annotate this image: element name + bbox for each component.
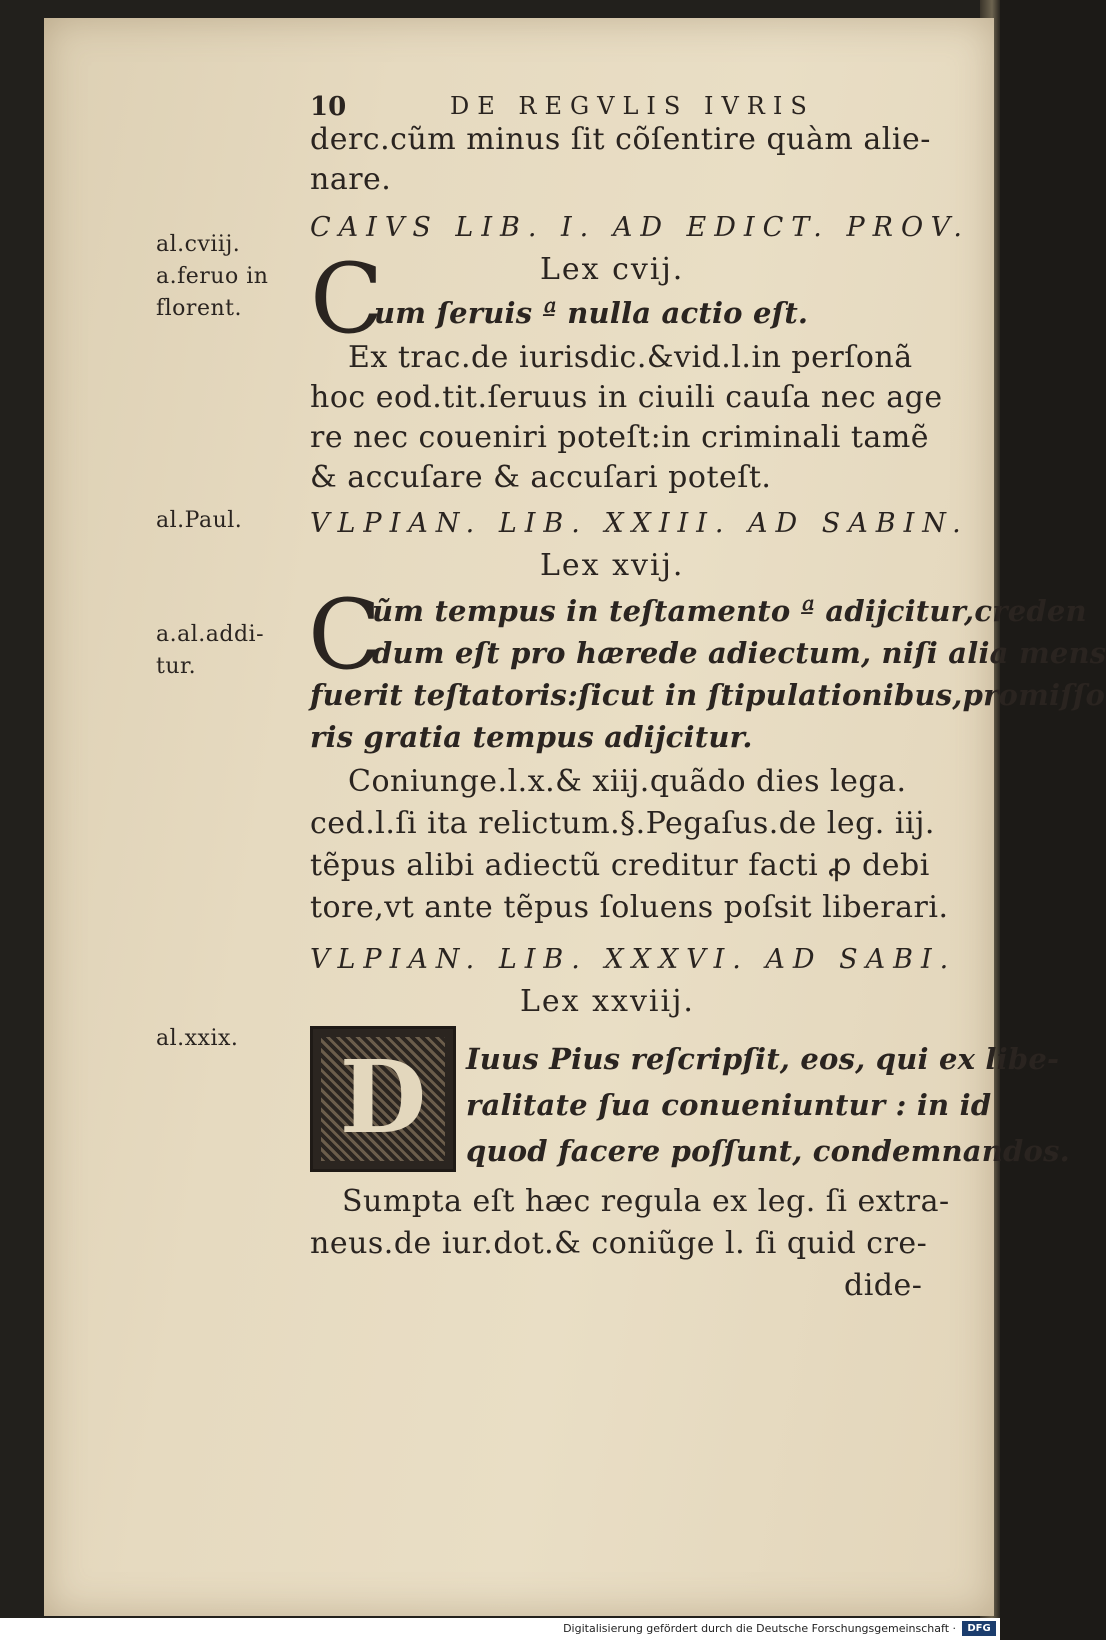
text-line: tẽpus alibi adiectũ creditur facti ꝓ debi [310, 848, 930, 883]
text-line: Iuus Pius reſcripſit, eos, qui ex libe- [466, 1042, 1060, 1076]
text-line: derc.cũm minus ſit cõſentire quàm alie- [310, 122, 931, 157]
text-line: dum eſt pro hærede adiectum, niſi alia mens [372, 636, 1106, 670]
ornate-initial [310, 1026, 456, 1172]
text-line: ced.l.ſi ita relictum.§.Pegaſus.de leg. iij. [310, 806, 935, 841]
page-number: 10 [310, 92, 347, 122]
catchword: dide- [844, 1268, 923, 1303]
margin-note: al.Paul. [156, 508, 243, 533]
text-line: Sumpta eſt hæc regula ex leg. ſi extra- [342, 1184, 950, 1219]
text-line: tore,vt ante tẽpus ſoluens poſsit liberari. [310, 890, 949, 925]
text-line: Ex trac.de iurisdic.&vid.l.in perſonã [348, 340, 913, 375]
text-line: ris gratia tempus adijcitur. [310, 720, 753, 754]
running-title: DE REGVLIS IVRIS [450, 92, 815, 120]
section-heading: VLPIAN. LIB. XXXVI. AD SABI. [310, 944, 957, 975]
text-line: re nec coueniri poteſt:in criminali tamẽ [310, 420, 930, 455]
margin-note: al.cviij. [156, 232, 241, 257]
footer-credit: Digitalisierung gefördert durch die Deutsche Forschungsgemeinschaft · [563, 1622, 956, 1635]
margin-note: tur. [156, 654, 197, 679]
text-line: ralitate ſua conueniuntur : in id [466, 1088, 992, 1122]
text-line: ũm tempus in teſtamento ª adijcitur,creden [372, 594, 1087, 628]
section-heading: VLPIAN. LIB. XXIII. AD SABIN. [310, 508, 969, 539]
dfg-logo-icon: DFG [962, 1621, 996, 1636]
text-line: Coniunge.l.x.& xiij.quãdo dies lega. [348, 764, 907, 799]
text-line: um ſeruis ª nulla actio eſt. [374, 296, 809, 330]
section-heading: CAIVS LIB. I. AD EDICT. PROV. [310, 212, 970, 243]
margin-note: florent. [156, 296, 242, 321]
lex-heading: Lex cvij. [540, 252, 685, 287]
drop-cap: C [308, 579, 382, 691]
text-line: quod facere poſſunt, condemnandos. [466, 1134, 1070, 1168]
text-line: neus.de iur.dot.& coniũge l. ſi quid cre- [310, 1226, 928, 1261]
lex-heading: Lex xvij. [540, 548, 685, 583]
text-line: hoc eod.tit.ſeruus in ciuili cauſa nec age [310, 380, 943, 415]
text-line: & accuſare & accuſari poteſt. [310, 460, 772, 495]
margin-note: a.al.addi- [156, 622, 265, 647]
footer-bar [0, 1618, 1000, 1640]
drop-cap: C [310, 243, 384, 355]
text-line: nare. [310, 162, 392, 197]
margin-note: al.xxix. [156, 1026, 239, 1051]
text-line: fuerit teſtatoris:ſicut in ſtipulationibus,promiſſo [310, 678, 1106, 712]
ornate-initial-letter: D [339, 1038, 427, 1156]
margin-note: a.feruo in [156, 264, 269, 289]
lex-heading: Lex xxviij. [520, 984, 695, 1019]
